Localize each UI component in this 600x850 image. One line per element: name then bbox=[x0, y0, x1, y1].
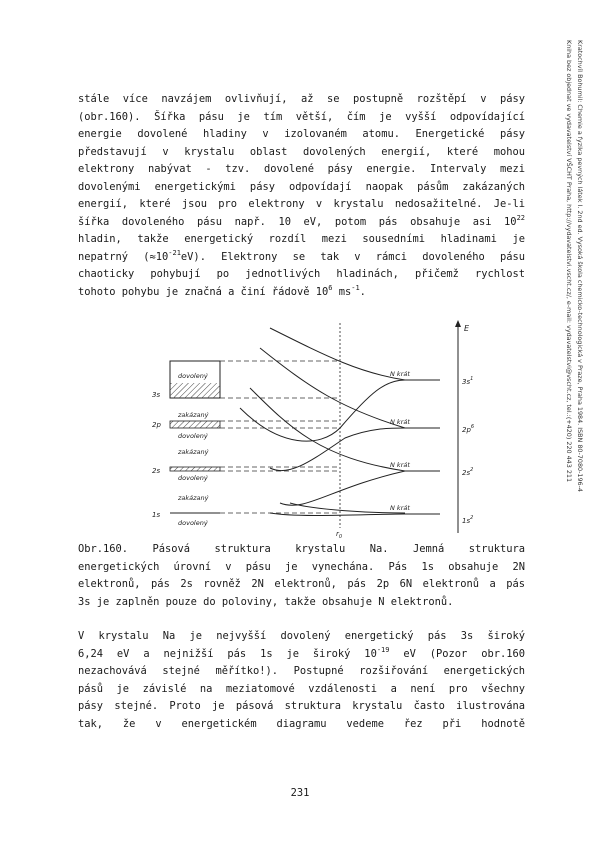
page-number: 231 bbox=[290, 787, 310, 799]
caption-line: energetických úrovní v pásu je vynechána. Pás 1s obsahuje 2N bbox=[78, 560, 525, 573]
text-line: energie dovolené hladiny v izolovaném atomu. Energetické pásy bbox=[78, 128, 525, 140]
superscript: 6 bbox=[328, 283, 333, 292]
right-level-label: $2s^2$ bbox=[462, 467, 474, 477]
text-line bbox=[78, 646, 525, 664]
sidebar-citation bbox=[541, 40, 585, 615]
text-line: elektrony nabývat - tzv. dovolené pásy energie. Intervaly mezi bbox=[78, 163, 525, 175]
text-line: tak, že v energetickém diagramu vedeme řez při hodnotě bbox=[78, 717, 525, 730]
multiplicity-label: N krát bbox=[390, 504, 410, 512]
caption-line: elektronů, pás 2s rovněž 2N elektronů, pás 2p 6N elektronů a pás bbox=[78, 578, 525, 590]
text-run: nepatrný (≈10 bbox=[78, 250, 169, 263]
text-line bbox=[78, 249, 525, 267]
multiplicity-label: N krát bbox=[390, 418, 410, 426]
region-label: dovolený bbox=[178, 372, 208, 380]
superscript: -19 bbox=[376, 645, 390, 654]
region-label: dovolený bbox=[178, 519, 208, 527]
text-line: nezachovává stejné měřítko!). Postupné rozšiřování energetických bbox=[78, 665, 525, 677]
region-label: zakázaný bbox=[178, 448, 209, 456]
text-line: V krystalu Na je nejvyšší dovolený energetický pás 3s široký bbox=[78, 630, 525, 642]
text-line: stále více navzájem ovlivňují, až se postupně rozštěpí v pásy bbox=[78, 93, 525, 105]
text-line: energií, které jsou pro elektrony v krystalu nedosažitelné. Je-li bbox=[78, 198, 525, 210]
level-label: 2s bbox=[152, 467, 161, 475]
paragraph-bottom bbox=[78, 628, 525, 733]
text-line: dovolenými energetickými pásy odpovídají naopak pásům zakázaných bbox=[78, 180, 525, 193]
band-curves bbox=[240, 328, 405, 516]
level-label: 1s bbox=[152, 511, 161, 519]
text-run: eV). Elektrony se tak v rámci dovoleného pásu bbox=[180, 250, 525, 263]
r0-label: $r_0$ bbox=[336, 530, 343, 538]
caption-line: Obr.160. Pásová struktura krystalu Na. Jemná struktura bbox=[78, 543, 525, 555]
region-label: zakázaný bbox=[178, 494, 209, 502]
text-run: tohoto pohybu je značná a činí řádově 10 bbox=[78, 285, 329, 298]
text-line bbox=[78, 214, 525, 232]
text-run: šířka dovoleného pásu např. 10 eV, potom pás obsahuje asi 10 bbox=[78, 215, 517, 228]
text-line bbox=[78, 284, 525, 302]
text-run: . bbox=[359, 285, 366, 298]
multiplicity-label: N krát bbox=[390, 461, 410, 469]
caption-line: 3s je zaplněn pouze do poloviny, takže obsahuje N elektronů. bbox=[78, 595, 454, 608]
text-line: chaoticky pohybují po jednotlivých hladinách, přičemž rychlost bbox=[78, 268, 525, 280]
text-line: představují v krystalu oblast dovolených energií, které mohou bbox=[78, 145, 525, 158]
text-line: pásů je závislé na meziatomové vzdálenosti a není pro všechny bbox=[78, 682, 525, 695]
text-run: eV (Pozor obr.160 bbox=[389, 647, 526, 660]
citation-line: Kniha bez objednat ve vydavatelství VŠCHT Praha, http://vydavatelstvi.vscht.cz/, e-mail: vydavatelstvi@vscht.cz, tel.:(+420) 220 443 211 bbox=[565, 40, 573, 483]
superscript: -1 bbox=[351, 283, 360, 292]
text-line: pásy stejné. Proto je pásová struktura krystalu často ilustrována bbox=[78, 700, 525, 712]
level-label: 2p bbox=[152, 421, 161, 429]
text-line: (obr.160). Šířka pásu je tím větší, čím je vyšší odpovídající bbox=[78, 110, 525, 123]
right-level-label: $3s^1$ bbox=[462, 376, 474, 386]
band-2s-box bbox=[170, 467, 220, 471]
right-level-label: $1s^2$ bbox=[462, 515, 474, 525]
text-line: hladin, takže energetický rozdíl mezi sousedními hladinami je bbox=[78, 233, 525, 245]
text-run: 6,24 eV a nejnižší pás 1s je široký 10 bbox=[78, 647, 377, 660]
figure-caption bbox=[78, 541, 525, 611]
superscript: -21 bbox=[168, 248, 181, 257]
multiplicity-label: N krát bbox=[390, 370, 410, 378]
paragraph-top bbox=[78, 91, 525, 301]
right-level-label: $2p^6$ bbox=[462, 424, 475, 434]
region-label: dovolený bbox=[178, 432, 208, 440]
superscript: 22 bbox=[516, 213, 525, 222]
region-label: zakázaný bbox=[178, 411, 209, 419]
axis-arrow-icon bbox=[455, 320, 461, 327]
band-structure-diagram bbox=[140, 318, 480, 538]
citation-line: Kratochvíl Bohumil: Chemie a fyzika pevných látek I. 2nd ed. Vysoká škola chemicko-technologická v Praze, Praha 1984. ISBN 80-7080-196-4 bbox=[576, 40, 584, 492]
band-2p-box bbox=[170, 421, 220, 428]
dashed-connectors bbox=[220, 361, 340, 513]
axis-label: E bbox=[464, 324, 470, 333]
level-label: 3s bbox=[152, 391, 161, 399]
region-label: dovolený bbox=[178, 474, 208, 482]
text-run: ms bbox=[332, 285, 352, 298]
band-3s-filled bbox=[170, 383, 220, 398]
